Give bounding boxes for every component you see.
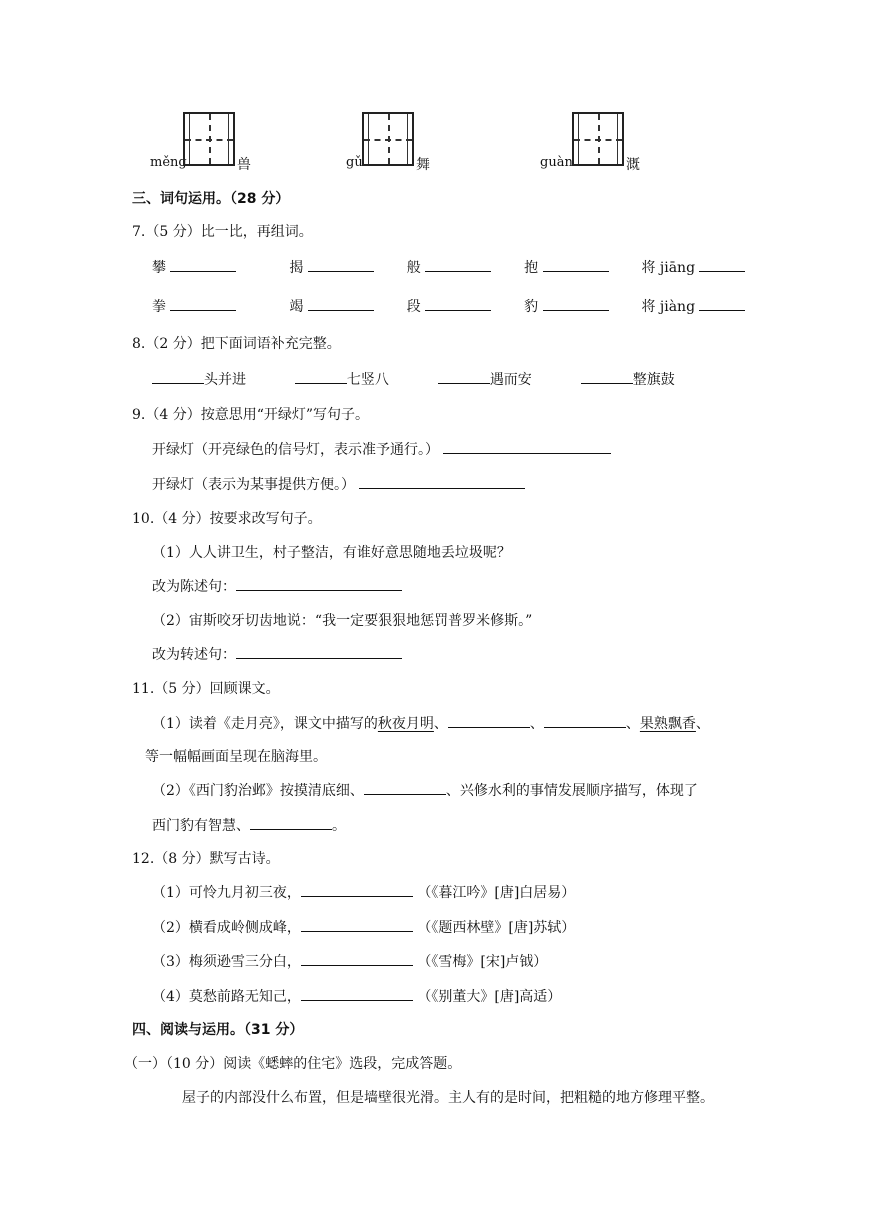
section-title: 三、词句运用。（28 分） xyxy=(132,191,290,207)
question-stem: 11.（5 分）回顾课文。 xyxy=(132,681,280,697)
idiom-row: 头并进 七竖八 遇而安 整旗鼓 xyxy=(152,369,675,389)
sentence-text: （1）人人讲卫生，村子整洁，有谁好意思随地丢垃圾呢？ xyxy=(152,545,511,561)
compare-row-2: 拳 竭 段 豹 将 jiàng xyxy=(152,296,745,316)
review-line-2: 等一幅幅画面呈现在脑海里。 xyxy=(145,749,327,765)
reading-paragraph: 屋子的内部没什么布置，但是墙壁很光滑。主人有的是时间，把粗糙的地方修理平整。 xyxy=(182,1090,714,1106)
poem-line: （2）横看成岭侧成峰， （《题西林壁》[唐]苏轼） xyxy=(152,917,575,937)
question-stem: 7.（5 分）比一比，再组词。 xyxy=(132,224,313,240)
review-line-1: （1）读着《走月亮》，课文中描写的秋夜月明、 、 、果熟飘香、 xyxy=(152,713,710,733)
review-line-4: 西门豹有智慧、 。 xyxy=(152,815,346,835)
writing-box[interactable] xyxy=(183,112,235,166)
section-title: 四、阅读与运用。（31 分） xyxy=(132,1022,304,1038)
writing-box[interactable] xyxy=(572,112,624,166)
writing-box[interactable] xyxy=(362,112,414,166)
question-stem: 8.（2 分）把下面词语补充完整。 xyxy=(132,336,341,352)
suffix-char: 兽 xyxy=(237,157,251,173)
question-stem: 12.（8 分）默写古诗。 xyxy=(132,851,280,867)
pinyin-label: guàn xyxy=(540,155,573,170)
compare-row-1: 攀 揭 般 抱 将 jiāng xyxy=(152,257,745,277)
rewrite-line: 改为转述句： xyxy=(152,644,402,664)
review-line-3: （2）《西门豹治邺》按摸清底细、 、兴修水利的事情发展顺序描写，体现了 xyxy=(152,780,698,800)
sentence-line: 开绿灯（表示为某事提供方便。） xyxy=(152,474,525,494)
sentence-text: （2）宙斯咬牙切齿地说：“我一定要狠狠地惩罚普罗米修斯。” xyxy=(152,613,533,629)
poem-line: （1）可怜九月初三夜， （《暮江吟》[唐]白居易） xyxy=(152,882,575,902)
pinyin-label: měng xyxy=(150,155,187,170)
poem-line: （4）莫愁前路无知己， （《别董大》[唐]高适） xyxy=(152,986,561,1006)
suffix-char: 舞 xyxy=(416,157,430,173)
question-stem: 9.（4 分）按意思用“开绿灯”写句子。 xyxy=(132,407,370,423)
poem-line: （3）梅须逊雪三分白， （《雪梅》[宋]卢钺） xyxy=(152,951,547,971)
sentence-line: 开绿灯（开亮绿色的信号灯，表示准予通行。） xyxy=(152,439,611,459)
pinyin-label: gǔ xyxy=(346,155,363,170)
reading-stem: （一）（10 分）阅读《蟋蟀的住宅》选段，完成答题。 xyxy=(124,1056,462,1072)
suffix-char: 溉 xyxy=(626,157,640,173)
rewrite-line: 改为陈述句： xyxy=(152,576,402,596)
question-stem: 10.（4 分）按要求改写句子。 xyxy=(132,511,322,527)
